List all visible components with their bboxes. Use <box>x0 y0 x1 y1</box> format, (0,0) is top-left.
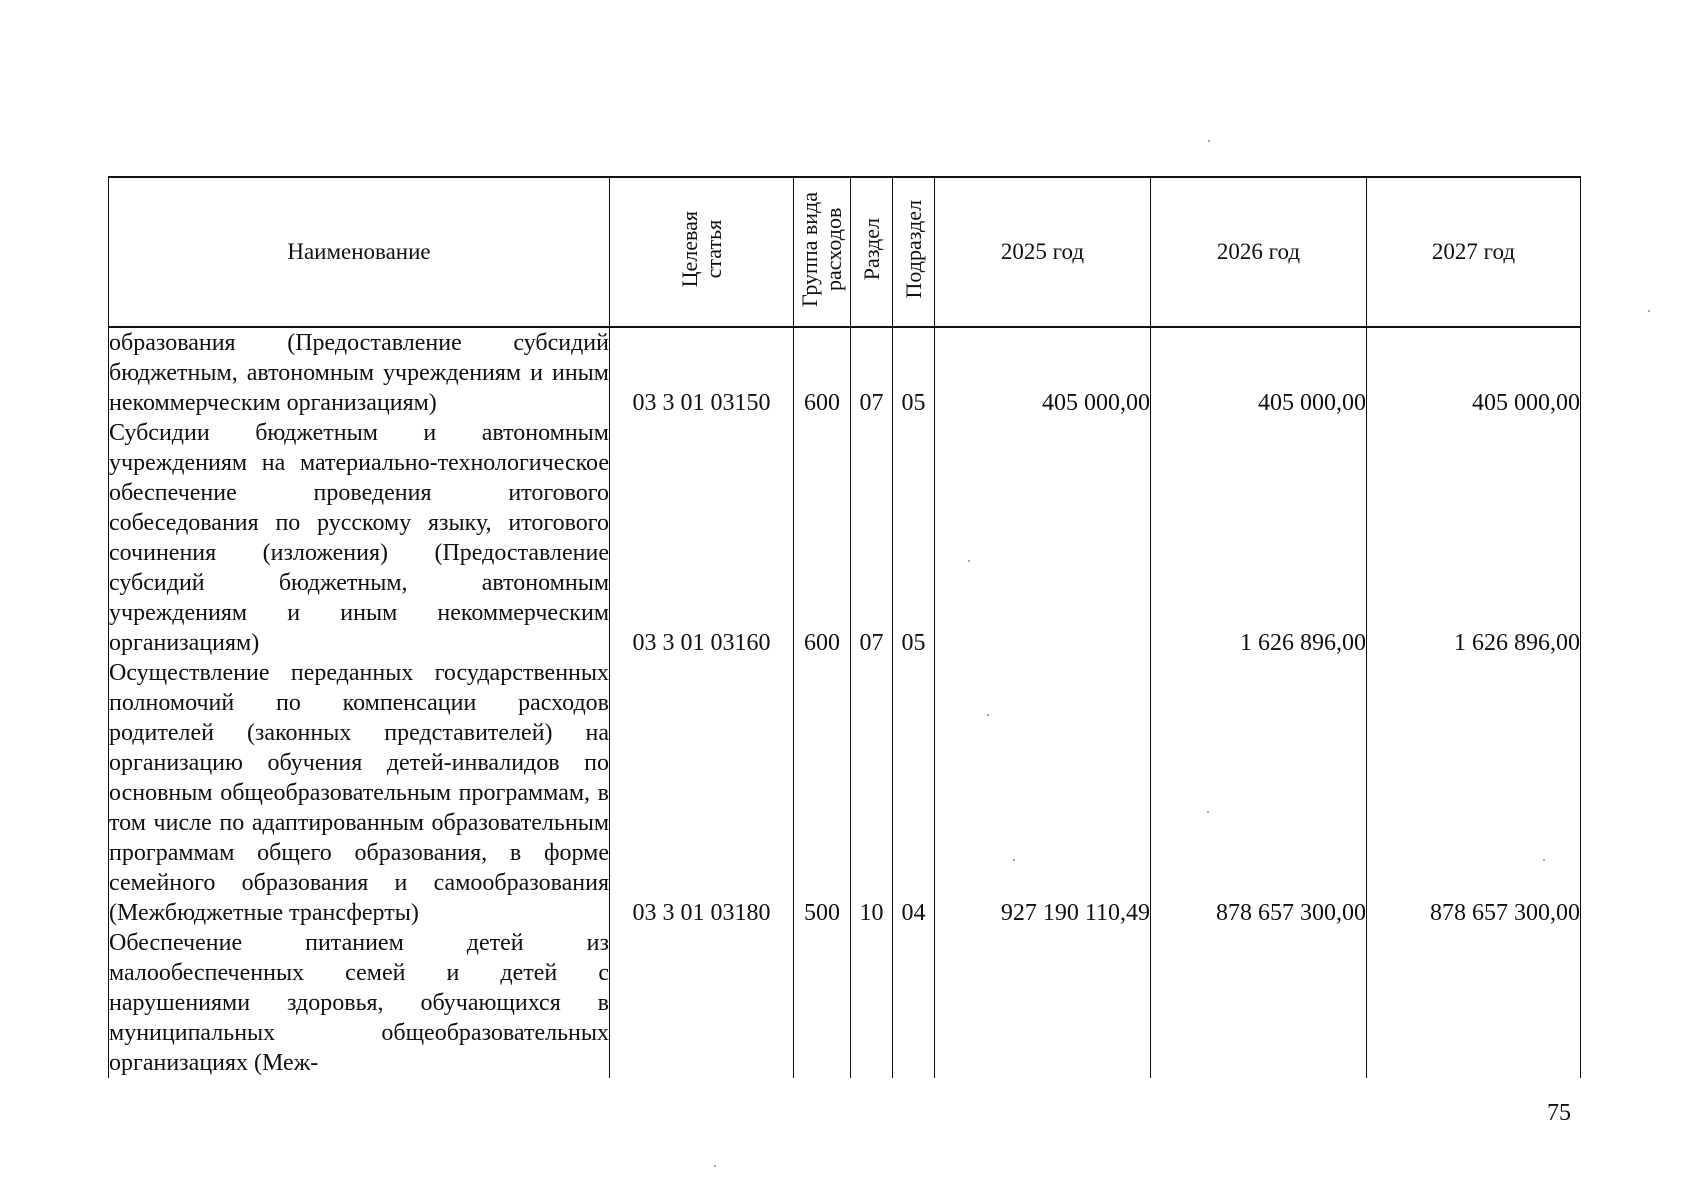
header-expense-group <box>794 177 851 327</box>
scan-speck <box>1013 859 1015 861</box>
row-amount-2025: 927 190 110,49 <box>935 658 1151 928</box>
row-name: образования (Предоставление субсидий бюджетным, автономным учреждениям и иным некоммерческим организациям) <box>109 327 610 418</box>
header-section <box>851 177 893 327</box>
table-row <box>109 327 1581 418</box>
header-target-item <box>610 177 794 327</box>
table-header-row <box>109 177 1581 327</box>
row-target-item <box>610 928 794 1078</box>
scan-speck <box>1648 310 1650 312</box>
row-section: 10 <box>851 658 893 928</box>
row-amount-2026: 878 657 300,00 <box>1151 658 1367 928</box>
row-amount-2025 <box>935 418 1151 658</box>
row-amount-2027 <box>1367 928 1581 1078</box>
row-expense-group: 500 <box>794 658 851 928</box>
row-section: 07 <box>851 327 893 418</box>
row-name: Обеспечение питанием детей из малообеспеченных семей и детей с нарушениями здоровья, обучающихся в муниципальных общеобразовательных организациях (Меж- <box>109 930 609 1076</box>
budget-table <box>108 176 1581 1078</box>
row-amount-2025: 405 000,00 <box>935 327 1151 418</box>
row-amount-2025 <box>935 928 1151 1078</box>
scan-speck <box>968 560 970 562</box>
row-amount-2027: 878 657 300,00 <box>1367 658 1581 928</box>
header-subsection <box>893 177 935 327</box>
row-subsection: 05 <box>893 327 935 418</box>
table-row <box>109 418 1581 658</box>
scan-speck <box>1208 140 1210 142</box>
row-amount-2026 <box>1151 928 1367 1078</box>
scan-speck <box>714 1165 716 1167</box>
table-row <box>109 928 1581 1078</box>
row-section <box>851 928 893 1078</box>
row-name: Осуществление переданных государственных полномочий по компенсации расходов родителей (законных представителей) на организацию обучения детей-инвалидов по основным общеобразовательным программам, в том числе по адаптированным образовательным программам общего образования, в форме семейного образования и самообразования (Межбюджетные трансферты) <box>109 660 609 926</box>
page-number: 75 <box>1547 1100 1571 1126</box>
row-amount-2027: 405 000,00 <box>1367 327 1581 418</box>
header-subsection-label: Подраздел <box>900 199 926 299</box>
row-expense-group <box>794 928 851 1078</box>
row-subsection <box>893 928 935 1078</box>
header-section-label: Раздел <box>858 217 884 281</box>
row-amount-2026: 405 000,00 <box>1151 327 1367 418</box>
row-subsection: 05 <box>893 418 935 658</box>
row-name: Субсидии бюджетным и автономным учреждениям на материально-технологическое обеспечение проведения итогового собеседования по русскому языку, итогового сочинения (изложения) (Предоставление субсидий бюджетным, автономным учреждениям и иным некоммерческим организациям) <box>109 420 609 656</box>
row-amount-2027: 1 626 896,00 <box>1367 418 1581 658</box>
scan-speck <box>1543 859 1545 861</box>
header-name: Наименование <box>109 177 610 327</box>
row-target-item: 03 3 01 03150 <box>610 327 794 418</box>
row-section: 07 <box>851 418 893 658</box>
row-expense-group: 600 <box>794 418 851 658</box>
row-amount-2026: 1 626 896,00 <box>1151 418 1367 658</box>
scan-speck <box>987 714 989 716</box>
header-2025: 2025 год <box>935 177 1151 327</box>
header-expense-group-label: Группа вида расходов <box>797 191 846 307</box>
table-row <box>109 658 1581 928</box>
row-expense-group: 600 <box>794 327 851 418</box>
header-target-item-label: Целевая статья <box>676 210 726 288</box>
scan-speck <box>1207 811 1209 813</box>
row-target-item: 03 3 01 03160 <box>610 418 794 658</box>
row-target-item: 03 3 01 03180 <box>610 658 794 928</box>
header-2026: 2026 год <box>1151 177 1367 327</box>
header-2027: 2027 год <box>1367 177 1581 327</box>
row-subsection: 04 <box>893 658 935 928</box>
